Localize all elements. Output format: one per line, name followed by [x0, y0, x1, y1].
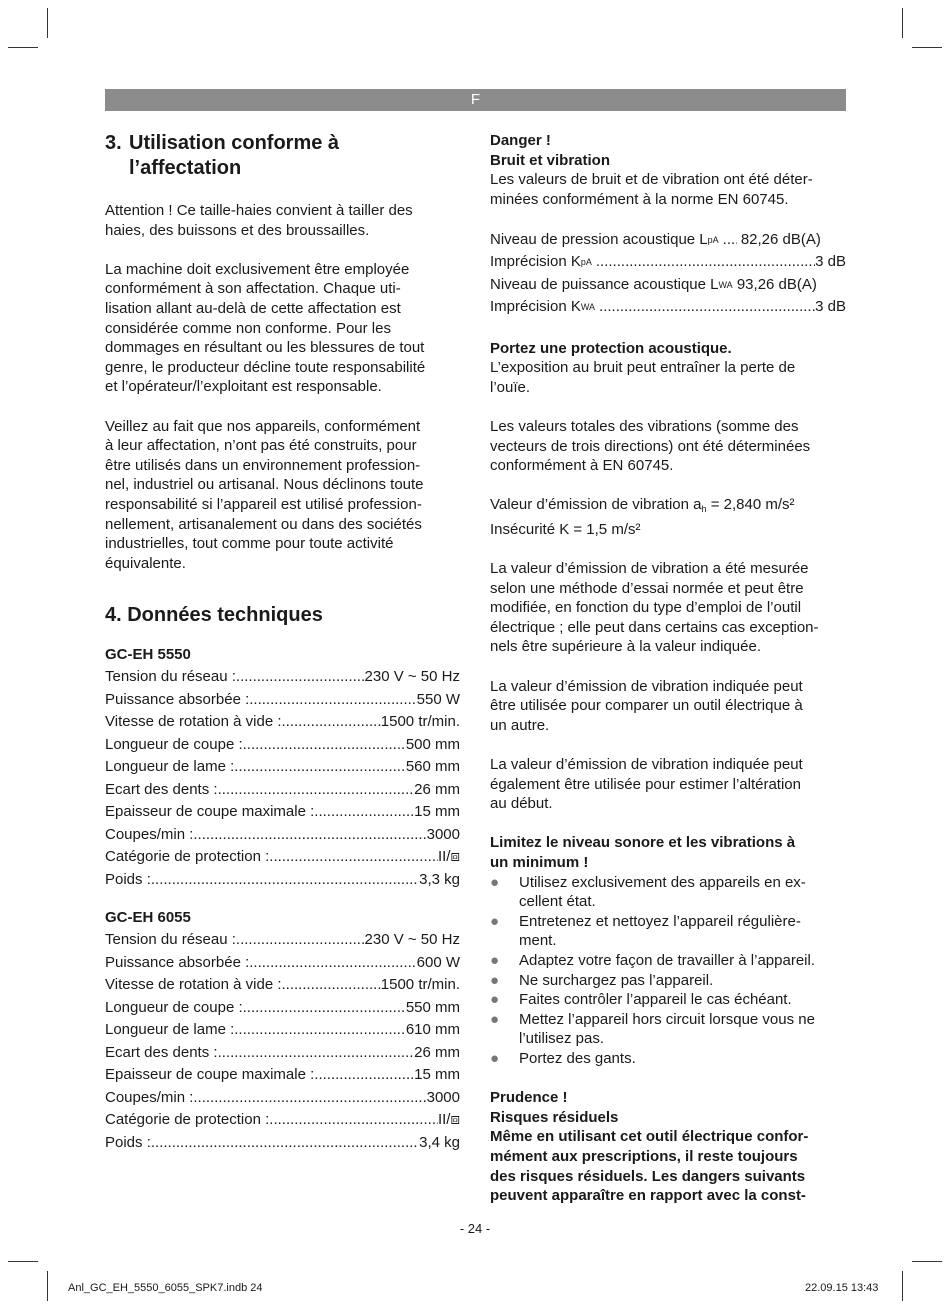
protection-title: Portez une protection acoustique.: [490, 339, 732, 357]
limit-title: Limitez le niveau sonore et les vibrations à un minimum !: [490, 834, 796, 871]
prudence-label: Prudence !: [490, 1089, 568, 1107]
spec-row: Poids : ..... 3,4 kg: [105, 1132, 460, 1155]
list-item: ● Mettez l’appareil hors circuit lorsque vous ne l’utilisez pas.: [490, 1010, 815, 1048]
model-name: GC-EH 5550: [105, 646, 191, 664]
paragraph-professional-use: Veillez au fait que nos appareils, conformément à leur affectation, n’ont pas été construits, pour être utilisés dans un environnement profession- nel, industriel ou artisanal. Nous déclinons toute responsabilité si l’appareil est utilisé profession- nellement, artisanalement ou dans des sociétés industrielles, tout comme pour toute activité équivalente.: [105, 417, 424, 572]
spec-row: Vitesse de rotation à vide : ..... 1500 tr/min.: [105, 974, 460, 997]
recommendation-list: [490, 873, 846, 1069]
spec-row: Catégorie de protection : ..... II/⧈: [105, 1109, 460, 1132]
left-column: [105, 131, 460, 1154]
list-item: ● Adaptez votre façon de travailler à l’appareil.: [490, 951, 816, 969]
list-item: ● Utilisez exclusivement des appareils en ex- cellent état.: [490, 873, 806, 911]
bullet-icon: ●: [490, 912, 500, 930]
residual-risks-text: Même en utilisant cet outil électrique confor- mément aux prescriptions, il reste toujours des risques résiduels. Les dangers suivants peuvent apparaître en rapport avec la const-: [490, 1128, 809, 1205]
spec-row: Coupes/min : ..... 3000: [105, 1087, 460, 1110]
bullet-icon: ●: [490, 873, 500, 891]
section-3-heading: [105, 131, 460, 181]
vibration-paragraph-1: La valeur d’émission de vibration a été mesurée selon une méthode d’essai normée et peut être modifiée, en fonction du type d’emploi de l’outil électrique ; elle peut dans certains cas exception- nels être supérieure à la valeur indiquée.: [490, 560, 819, 656]
page-number: - 24 -: [459, 1221, 491, 1236]
residual-risks-title: Risques résiduels: [490, 1108, 619, 1126]
bullet-icon: ●: [490, 1010, 500, 1028]
protection-text: L’exposition au bruit peut entraîner la perte de l’ouïe.: [490, 359, 796, 396]
paragraph-attention: Attention ! Ce taille-haies convient à tailler des haies, des buissons et des broussailles.: [105, 202, 413, 239]
spec-row: Longueur de coupe : ..... 550 mm: [105, 997, 460, 1020]
bullet-icon: ●: [490, 991, 500, 1009]
language-letter: F: [470, 91, 481, 108]
noise-row: Imprécision K WA ..... 3 dB: [490, 296, 846, 319]
crop-mark: [8, 47, 38, 48]
footer-timestamp: 22.09.15 13:43: [805, 1282, 879, 1294]
spec-row: Ecart des dents : ..... 26 mm: [105, 1042, 460, 1065]
paragraph-usage: La machine doit exclusivement être employée conformément à son affectation. Chaque uti- lisation allant au-delà de cette affectation est considérée comme non conforme. Pour les dommages en résultant ou les blessures de tout genre, le producteur décline toute responsabilité et l’opérateur/l’exploitant est responsable.: [105, 260, 426, 396]
vibration-paragraph-2: La valeur d’émission de vibration indiquée peut être utilisée pour comparer un outil électrique à un autre.: [490, 677, 803, 734]
spec-row: Epaisseur de coupe maximale : ..... 15 mm: [105, 801, 460, 824]
spec-row: Catégorie de protection : ..... II/⧈: [105, 846, 460, 869]
spec-row: Tension du réseau : ..... 230 V ~ 50 Hz: [105, 929, 460, 952]
spec-list-6055: [105, 929, 460, 1154]
noise-values: [490, 229, 846, 319]
noise-row: Niveau de puissance acoustique L WA 93,26 dB(A): [490, 275, 817, 293]
spec-list-5550: [105, 666, 460, 891]
vibration-paragraph-3: La valeur d’émission de vibration indiquée peut également être utilisée pour estimer l’altération au début.: [490, 756, 803, 813]
right-column: [490, 131, 846, 1206]
footer-filename: Anl_GC_EH_5550_6055_SPK7.indb 24: [68, 1282, 263, 1294]
spec-row: Longueur de coupe : ..... 500 mm: [105, 734, 460, 757]
list-item: ● Faites contrôler l’appareil le cas échéant.: [490, 991, 792, 1009]
crop-mark: [912, 1261, 942, 1262]
language-header-bar: [105, 89, 846, 111]
spec-row: Puissance absorbée : ..... 600 W: [105, 952, 460, 975]
list-item: ● Ne surchargez pas l’appareil.: [490, 971, 714, 989]
vibration-uncertainty: Insécurité K = 1,5 m/s²: [490, 520, 641, 538]
spec-row: Epaisseur de coupe maximale : ..... 15 mm: [105, 1064, 460, 1087]
spec-row: Coupes/min : ..... 3000: [105, 824, 460, 847]
list-item: ● Entretenez et nettoyez l’appareil régulière- ment.: [490, 912, 801, 950]
section-4-heading: 4. Données techniques: [105, 604, 323, 627]
spec-row: Vitesse de rotation à vide : ..... 1500 tr/min.: [105, 711, 460, 734]
spec-row: Ecart des dents : ..... 26 mm: [105, 779, 460, 802]
spec-row: Puissance absorbée : ..... 550 W: [105, 689, 460, 712]
list-item: ● Portez des gants.: [490, 1049, 636, 1067]
bullet-icon: ●: [490, 951, 500, 969]
section-3-title-line1: Utilisation conforme à: [129, 132, 340, 154]
crop-mark: [8, 1261, 38, 1262]
spec-row: Longueur de lame : ..... 560 mm: [105, 756, 460, 779]
bullet-icon: ●: [490, 971, 500, 989]
danger-label: Danger !: [490, 132, 551, 149]
crop-mark: [47, 8, 48, 38]
noise-row: Niveau de pression acoustique L pA ..... 82,26 dB(A): [490, 229, 846, 252]
model-name: GC-EH 6055: [105, 909, 191, 927]
bullet-icon: ●: [490, 1049, 500, 1067]
crop-mark: [47, 1271, 48, 1301]
crop-mark: [902, 1271, 903, 1301]
section-3-title-line2: l’affectation: [129, 157, 242, 179]
crop-mark: [902, 8, 903, 38]
noise-row: Imprécision K pA ..... 3 dB: [490, 251, 846, 274]
spec-row: Longueur de lame : ..... 610 mm: [105, 1019, 460, 1042]
noise-intro: Les valeurs de bruit et de vibration ont été déter- minées conformément à la norme EN 60745.: [490, 171, 813, 208]
spec-row: Tension du réseau : ..... 230 V ~ 50 Hz: [105, 666, 460, 689]
spec-row: Poids : ..... 3,3 kg: [105, 869, 460, 892]
crop-mark: [912, 47, 942, 48]
noise-title: Bruit et vibration: [490, 151, 611, 169]
vibration-value: Valeur d’émission de vibration $a_h = 2,840$ m/s²: [490, 496, 795, 515]
section-3-number: 3.: [105, 132, 122, 154]
vibration-total-text: Les valeurs totales des vibrations (somme des vecteurs de trois directions) ont été déterminées conformément à EN 60745.: [490, 417, 811, 475]
